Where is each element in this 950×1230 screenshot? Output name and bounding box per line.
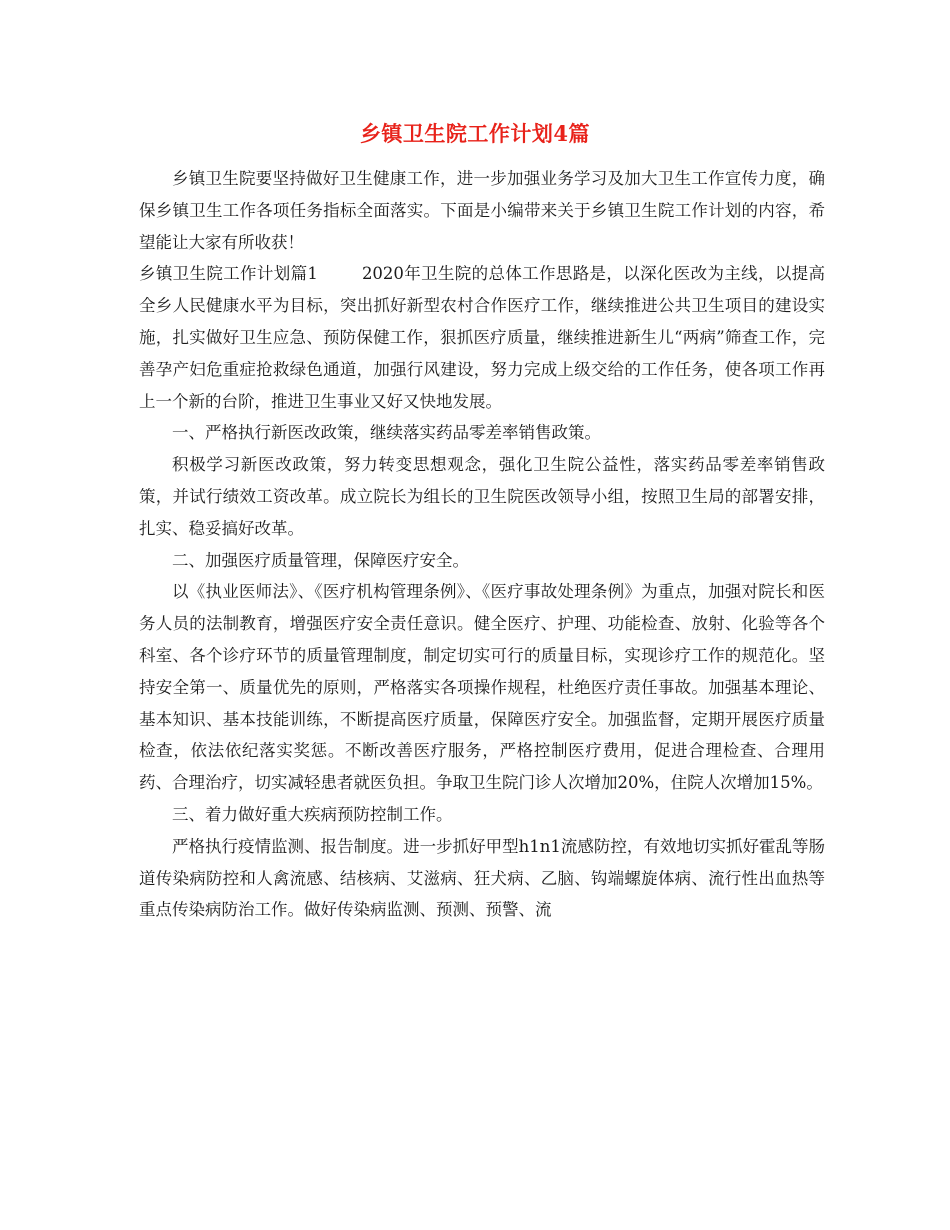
- document-body: [139, 163, 825, 926]
- paragraph-2: 以《执业医师法》、《医疗机构管理条例》、《医疗事故处理条例》为重点，加强对院长和医务人员的法制教育，增强医疗安全责任意识。健全医疗、护理、功能检查、放射、化验等各个科室、各个诊疗环节的质量管理制度，制定切实可行的质量目标，实现诊疗工作的规范化。坚持安全第一、质量优先的原则，严格落实各项操作规程，杜绝医疗责任事故。加强基本理论、基本知识、基本技能训练，不断提高医疗质量，保障医疗安全。加强监督，定期开展医疗质量检查，依法依纪落实奖惩。不断改善医疗服务，严格控制医疗费用，促进合理检查、合理用药、合理治疗，切实减轻患者就医负担。争取卫生院门诊人次增加20%，住院人次增加15%。: [139, 582, 825, 793]
- paragraph-1: 积极学习新医改政策，努力转变思想观念，强化卫生院公益性，落实药品零差率销售政策，并试行绩效工资改革。成立院长为组长的卫生院医改领导小组，按照卫生局的部署安排，扎实、稳妥搞好改革。: [139, 455, 825, 538]
- section-1-text: 2020年卫生院的总体工作思路是，以深化医改为主线，以提高全乡人民健康水平为目标，突出抓好新型农村合作医疗工作，继续推进公共卫生项目的建设实施，扎实做好卫生应急、预防保健工作，狠抓医疗质量，继续推进新生儿“两病”筛查工作，完善孕产妇危重症抢救绿色通道，加强行风建设，努力完成上级交给的工作任务，使各项工作再上一个新的台阶，推进卫生事业又好又快地发展。: [139, 264, 826, 411]
- heading-2: 二、加强医疗质量管理，保障医疗安全。: [172, 550, 469, 570]
- heading-3: 三、着力做好重大疾病预防控制工作。: [172, 804, 453, 824]
- intro-paragraph: 乡镇卫生院要坚持做好卫生健康工作，进一步加强业务学习及加大卫生工作宣传力度，确保乡镇卫生工作各项任务指标全面落实。下面是小编带来关于乡镇卫生院工作计划的内容，希望能让大家有所收获！: [139, 169, 825, 252]
- heading-1: 一、严格执行新医改政策，继续落实药品零差率销售政策。: [172, 423, 601, 443]
- section-1-label: 乡镇卫生院工作计划篇1: [139, 264, 318, 284]
- paragraph-3: 严格执行疫情监测、报告制度。进一步抓好甲型h1n1流感防控，有效地切实抓好霍乱等肠道传染病防控和人禽流感、结核病、艾滋病、狂犬病、乙脑、钩端螺旋体病、流行性出血热等重点传染病防治工作。做好传染病监测、预测、预警、流: [139, 836, 825, 920]
- document-title: 乡镇卫生院工作计划4篇: [359, 121, 591, 146]
- section-1-paragraph: [139, 258, 825, 417]
